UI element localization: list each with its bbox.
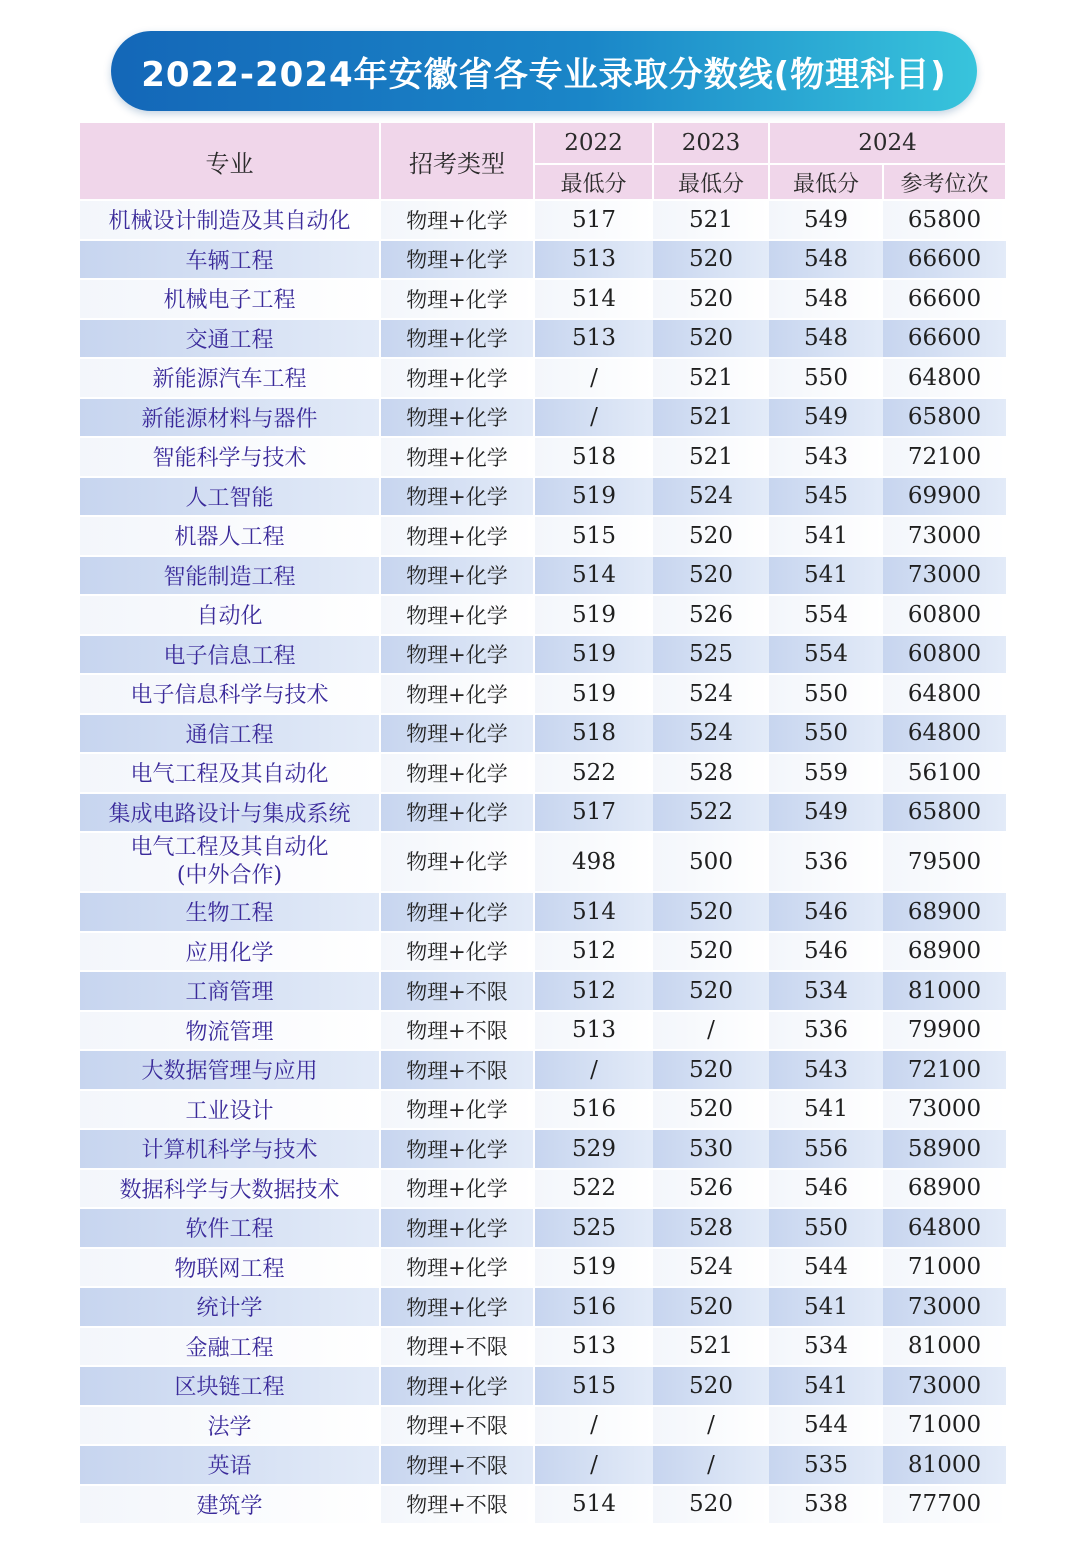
score-table: [80, 123, 1007, 1525]
header-ref-rank-2024: 参考位次: [883, 164, 1006, 200]
score-2024-cell: 544: [769, 1248, 883, 1288]
major-name: 电子信息科学与技术: [130, 683, 329, 709]
rank-2024-cell: 81000: [883, 1327, 1006, 1367]
score-table-container: [80, 123, 1006, 1525]
score-2024-cell: 546: [769, 892, 883, 932]
major-cell: [80, 753, 380, 793]
score-2023-cell: 520: [653, 516, 769, 556]
major-name: 物联网工程: [174, 1256, 285, 1282]
table-row: [80, 437, 1006, 477]
score-2023-cell: 524: [653, 1248, 769, 1288]
score-2023-cell: 521: [653, 1327, 769, 1367]
score-2022-cell: 513: [534, 1327, 653, 1367]
rank-2024-cell: 60800: [883, 635, 1006, 675]
major-name: 统计学: [196, 1296, 263, 1322]
table-row: [80, 1090, 1006, 1130]
page-title: 2022-2024年安徽省各专业录取分数线(物理科目): [141, 54, 947, 95]
major-cell: [80, 1208, 380, 1248]
rank-2024-cell: 64800: [883, 674, 1006, 714]
type-cell: 物理+化学: [380, 279, 534, 319]
score-2022-cell: 514: [534, 1485, 653, 1525]
table-row: [80, 279, 1006, 319]
type-cell: 物理+化学: [380, 1248, 534, 1288]
score-2024-cell: 546: [769, 1169, 883, 1209]
score-2022-cell: 498: [534, 832, 653, 892]
major-cell: [80, 1248, 380, 1288]
score-2023-cell: 500: [653, 832, 769, 892]
header-min-score-2024: 最低分: [769, 164, 883, 200]
score-2023-cell: 522: [653, 793, 769, 833]
rank-2024-cell: 65800: [883, 398, 1006, 438]
rank-2024-cell: 77700: [883, 1485, 1006, 1525]
type-cell: 物理+不限: [380, 1011, 534, 1051]
score-2023-cell: 520: [653, 1090, 769, 1130]
score-2023-cell: 525: [653, 635, 769, 675]
score-2024-cell: 534: [769, 1327, 883, 1367]
table-row: [80, 477, 1006, 517]
table-row: [80, 971, 1006, 1011]
rank-2024-cell: 68900: [883, 892, 1006, 932]
score-2023-cell: /: [653, 1445, 769, 1485]
score-2024-cell: 543: [769, 437, 883, 477]
score-2022-cell: 515: [534, 516, 653, 556]
type-cell: 物理+化学: [380, 1287, 534, 1327]
table-row: [80, 1485, 1006, 1525]
major-cell: [80, 971, 380, 1011]
score-2023-cell: 528: [653, 753, 769, 793]
type-cell: 物理+化学: [380, 635, 534, 675]
score-2023-cell: /: [653, 1406, 769, 1446]
score-2024-cell: 546: [769, 932, 883, 972]
type-cell: 物理+不限: [380, 971, 534, 1011]
score-2024-cell: 550: [769, 358, 883, 398]
score-2023-cell: 520: [653, 279, 769, 319]
score-2024-cell: 549: [769, 793, 883, 833]
type-cell: 物理+化学: [380, 1169, 534, 1209]
score-2023-cell: 521: [653, 358, 769, 398]
score-2022-cell: 514: [534, 279, 653, 319]
score-2024-cell: 543: [769, 1050, 883, 1090]
score-2024-cell: 541: [769, 1366, 883, 1406]
score-2022-cell: 519: [534, 595, 653, 635]
table-row: [80, 793, 1006, 833]
score-2024-cell: 541: [769, 1287, 883, 1327]
major-name: 工商管理: [185, 980, 274, 1006]
major-cell: [80, 1090, 380, 1130]
table-body: [80, 200, 1006, 1524]
score-2022-cell: 519: [534, 477, 653, 517]
major-name: 机械电子工程: [163, 288, 296, 314]
major-cell: [80, 1287, 380, 1327]
major-name: 机器人工程: [174, 525, 285, 551]
table-row: [80, 1445, 1006, 1485]
table-row: [80, 516, 1006, 556]
major-cell: [80, 319, 380, 359]
score-2022-cell: 522: [534, 753, 653, 793]
major-cell: [80, 793, 380, 833]
major-name: 生物工程: [185, 901, 274, 927]
score-2022-cell: 516: [534, 1090, 653, 1130]
major-cell: [80, 1169, 380, 1209]
table-row: [80, 595, 1006, 635]
rank-2024-cell: 58900: [883, 1129, 1006, 1169]
table-row: [80, 1129, 1006, 1169]
score-2023-cell: 528: [653, 1208, 769, 1248]
score-2023-cell: 520: [653, 1366, 769, 1406]
score-2022-cell: 513: [534, 1011, 653, 1051]
table-row: [80, 1011, 1006, 1051]
score-2024-cell: 544: [769, 1406, 883, 1446]
type-cell: 物理+化学: [380, 1366, 534, 1406]
major-name: 交通工程: [185, 327, 274, 353]
major-name: 车辆工程: [185, 248, 274, 274]
score-2024-cell: 541: [769, 556, 883, 596]
rank-2024-cell: 73000: [883, 556, 1006, 596]
major-name: 数据科学与大数据技术: [119, 1177, 340, 1203]
score-2023-cell: 520: [653, 1287, 769, 1327]
major-name: 电子信息工程: [163, 643, 296, 669]
score-2022-cell: 513: [534, 240, 653, 280]
score-2024-cell: 556: [769, 1129, 883, 1169]
score-2023-cell: 521: [653, 200, 769, 240]
score-2022-cell: 525: [534, 1208, 653, 1248]
major-cell: [80, 1366, 380, 1406]
major-name: 法学: [207, 1414, 252, 1440]
major-name: 软件工程: [185, 1217, 274, 1243]
score-2022-cell: 515: [534, 1366, 653, 1406]
score-2022-cell: /: [534, 398, 653, 438]
rank-2024-cell: 81000: [883, 1445, 1006, 1485]
type-cell: 物理+化学: [380, 753, 534, 793]
major-name: 大数据管理与应用: [141, 1059, 318, 1085]
rank-2024-cell: 69900: [883, 477, 1006, 517]
type-cell: 物理+化学: [380, 1090, 534, 1130]
score-2022-cell: /: [534, 1050, 653, 1090]
score-2023-cell: 520: [653, 319, 769, 359]
score-2024-cell: 535: [769, 1445, 883, 1485]
major-cell: [80, 240, 380, 280]
score-2022-cell: 518: [534, 437, 653, 477]
type-cell: 物理+化学: [380, 556, 534, 596]
table-header: [80, 123, 1006, 200]
score-2024-cell: 550: [769, 674, 883, 714]
table-row: [80, 932, 1006, 972]
header-year-2022: 2022: [534, 123, 653, 164]
type-cell: 物理+不限: [380, 1327, 534, 1367]
rank-2024-cell: 66600: [883, 279, 1006, 319]
score-2023-cell: 520: [653, 1485, 769, 1525]
rank-2024-cell: 73000: [883, 1090, 1006, 1130]
major-cell: [80, 635, 380, 675]
score-2023-cell: 526: [653, 1169, 769, 1209]
rank-2024-cell: 71000: [883, 1406, 1006, 1446]
score-2023-cell: 521: [653, 437, 769, 477]
major-name: 英语: [207, 1454, 252, 1480]
table-row: [80, 200, 1006, 240]
score-2022-cell: 517: [534, 200, 653, 240]
rank-2024-cell: 79500: [883, 832, 1006, 892]
major-cell: [80, 1327, 380, 1367]
rank-2024-cell: 72100: [883, 1050, 1006, 1090]
rank-2024-cell: 56100: [883, 753, 1006, 793]
type-cell: 物理+化学: [380, 477, 534, 517]
score-2022-cell: 522: [534, 1169, 653, 1209]
rank-2024-cell: 65800: [883, 200, 1006, 240]
major-name: 新能源汽车工程: [152, 367, 307, 393]
score-2022-cell: 519: [534, 674, 653, 714]
major-cell: [80, 595, 380, 635]
major-name: 电气工程及其自动化: [130, 835, 329, 860]
score-2022-cell: /: [534, 1445, 653, 1485]
major-cell: [80, 477, 380, 517]
major-cell: [80, 1406, 380, 1446]
rank-2024-cell: 81000: [883, 971, 1006, 1011]
score-2024-cell: 538: [769, 1485, 883, 1525]
header-major: 专业: [80, 123, 380, 200]
score-2024-cell: 549: [769, 200, 883, 240]
score-2022-cell: /: [534, 1406, 653, 1446]
rank-2024-cell: 66600: [883, 240, 1006, 280]
table-row: [80, 892, 1006, 932]
score-2022-cell: 518: [534, 714, 653, 754]
table-row: [80, 832, 1006, 892]
score-2022-cell: 514: [534, 892, 653, 932]
major-cell: [80, 1011, 380, 1051]
type-cell: 物理+化学: [380, 1208, 534, 1248]
major-name: 智能科学与技术: [152, 446, 307, 472]
table-row: [80, 1366, 1006, 1406]
type-cell: 物理+化学: [380, 200, 534, 240]
score-2023-cell: 520: [653, 971, 769, 1011]
type-cell: 物理+化学: [380, 892, 534, 932]
type-cell: 物理+化学: [380, 319, 534, 359]
score-2024-cell: 548: [769, 319, 883, 359]
table-row: [80, 240, 1006, 280]
major-name: 区块链工程: [174, 1375, 285, 1401]
major-cell: [80, 200, 380, 240]
header-min-score-2023: 最低分: [653, 164, 769, 200]
type-cell: 物理+化学: [380, 516, 534, 556]
score-2024-cell: 549: [769, 398, 883, 438]
score-2022-cell: 514: [534, 556, 653, 596]
major-cell: [80, 516, 380, 556]
major-cell: [80, 1485, 380, 1525]
rank-2024-cell: 64800: [883, 1208, 1006, 1248]
header-min-score-2022: 最低分: [534, 164, 653, 200]
type-cell: 物理+化学: [380, 714, 534, 754]
score-2022-cell: 512: [534, 932, 653, 972]
major-name: 金融工程: [185, 1335, 274, 1361]
major-cell: [80, 892, 380, 932]
major-name: 通信工程: [185, 722, 274, 748]
rank-2024-cell: 60800: [883, 595, 1006, 635]
rank-2024-cell: 64800: [883, 714, 1006, 754]
major-name: 工业设计: [185, 1098, 274, 1124]
header-year-2023: 2023: [653, 123, 769, 164]
header-type: 招考类型: [380, 123, 534, 200]
score-2023-cell: 530: [653, 1129, 769, 1169]
score-2024-cell: 534: [769, 971, 883, 1011]
score-2023-cell: 520: [653, 932, 769, 972]
score-2024-cell: 550: [769, 1208, 883, 1248]
score-2024-cell: 554: [769, 595, 883, 635]
header-year-2024: 2024: [769, 123, 1006, 164]
rank-2024-cell: 65800: [883, 793, 1006, 833]
table-row: [80, 1406, 1006, 1446]
score-2024-cell: 554: [769, 635, 883, 675]
table-row: [80, 635, 1006, 675]
table-row: [80, 1208, 1006, 1248]
score-2022-cell: 519: [534, 1248, 653, 1288]
score-2023-cell: 524: [653, 477, 769, 517]
table-row: [80, 1248, 1006, 1288]
major-name: 智能制造工程: [163, 564, 296, 590]
major-name: 应用化学: [185, 940, 274, 966]
major-cell: [80, 556, 380, 596]
score-2023-cell: 526: [653, 595, 769, 635]
score-2022-cell: 519: [534, 635, 653, 675]
score-2023-cell: /: [653, 1011, 769, 1051]
major-name: 人工智能: [185, 485, 274, 511]
table-row: [80, 1169, 1006, 1209]
score-2024-cell: 536: [769, 832, 883, 892]
score-2023-cell: 520: [653, 240, 769, 280]
major-cell: [80, 1445, 380, 1485]
rank-2024-cell: 73000: [883, 1287, 1006, 1327]
major-name: 机械设计制造及其自动化: [108, 209, 351, 235]
score-2023-cell: 520: [653, 1050, 769, 1090]
type-cell: 物理+化学: [380, 595, 534, 635]
type-cell: 物理+化学: [380, 1129, 534, 1169]
major-cell: [80, 674, 380, 714]
type-cell: 物理+化学: [380, 437, 534, 477]
rank-2024-cell: 66600: [883, 319, 1006, 359]
major-cell: [80, 832, 380, 892]
major-name: 新能源材料与器件: [141, 406, 318, 432]
score-2022-cell: 517: [534, 793, 653, 833]
score-2022-cell: /: [534, 358, 653, 398]
score-2022-cell: 529: [534, 1129, 653, 1169]
score-2022-cell: 513: [534, 319, 653, 359]
score-2024-cell: 541: [769, 1090, 883, 1130]
score-2024-cell: 536: [769, 1011, 883, 1051]
table-row: [80, 556, 1006, 596]
major-cell: [80, 279, 380, 319]
score-2023-cell: 520: [653, 892, 769, 932]
major-name: 自动化: [196, 604, 263, 630]
type-cell: 物理+不限: [380, 1406, 534, 1446]
score-2024-cell: 548: [769, 240, 883, 280]
major-cell: [80, 437, 380, 477]
rank-2024-cell: 64800: [883, 358, 1006, 398]
type-cell: 物理+不限: [380, 1050, 534, 1090]
type-cell: 物理+不限: [380, 1445, 534, 1485]
table-row: [80, 714, 1006, 754]
table-row: [80, 1050, 1006, 1090]
major-name: 集成电路设计与集成系统: [108, 801, 351, 827]
type-cell: 物理+化学: [380, 358, 534, 398]
table-row: [80, 319, 1006, 359]
score-2024-cell: 548: [769, 279, 883, 319]
major-note: (中外合作): [176, 863, 283, 888]
major-cell: [80, 1129, 380, 1169]
rank-2024-cell: 73000: [883, 516, 1006, 556]
type-cell: 物理+化学: [380, 793, 534, 833]
rank-2024-cell: 73000: [883, 1366, 1006, 1406]
rank-2024-cell: 72100: [883, 437, 1006, 477]
score-2023-cell: 524: [653, 674, 769, 714]
type-cell: 物理+化学: [380, 832, 534, 892]
score-2024-cell: 559: [769, 753, 883, 793]
score-2023-cell: 524: [653, 714, 769, 754]
table-row: [80, 674, 1006, 714]
table-row: [80, 358, 1006, 398]
score-2023-cell: 520: [653, 556, 769, 596]
title-banner: [111, 31, 977, 111]
type-cell: 物理+化学: [380, 932, 534, 972]
major-cell: [80, 714, 380, 754]
table-row: [80, 398, 1006, 438]
table-row: [80, 1287, 1006, 1327]
major-name: 建筑学: [196, 1493, 263, 1519]
major-name: 电气工程及其自动化: [130, 762, 329, 788]
major-name: 计算机科学与技术: [141, 1138, 318, 1164]
major-cell: [80, 1050, 380, 1090]
rank-2024-cell: 71000: [883, 1248, 1006, 1288]
type-cell: 物理+化学: [380, 674, 534, 714]
table-row: [80, 753, 1006, 793]
score-2024-cell: 545: [769, 477, 883, 517]
score-2023-cell: 521: [653, 398, 769, 438]
type-cell: 物理+不限: [380, 1485, 534, 1525]
major-cell: [80, 398, 380, 438]
major-cell: [80, 358, 380, 398]
major-name: 物流管理: [185, 1019, 274, 1045]
table-row: [80, 1327, 1006, 1367]
score-2024-cell: 550: [769, 714, 883, 754]
type-cell: 物理+化学: [380, 398, 534, 438]
rank-2024-cell: 68900: [883, 1169, 1006, 1209]
rank-2024-cell: 79900: [883, 1011, 1006, 1051]
rank-2024-cell: 68900: [883, 932, 1006, 972]
type-cell: 物理+化学: [380, 240, 534, 280]
major-cell: [80, 932, 380, 972]
score-2022-cell: 512: [534, 971, 653, 1011]
score-2022-cell: 516: [534, 1287, 653, 1327]
score-2024-cell: 541: [769, 516, 883, 556]
